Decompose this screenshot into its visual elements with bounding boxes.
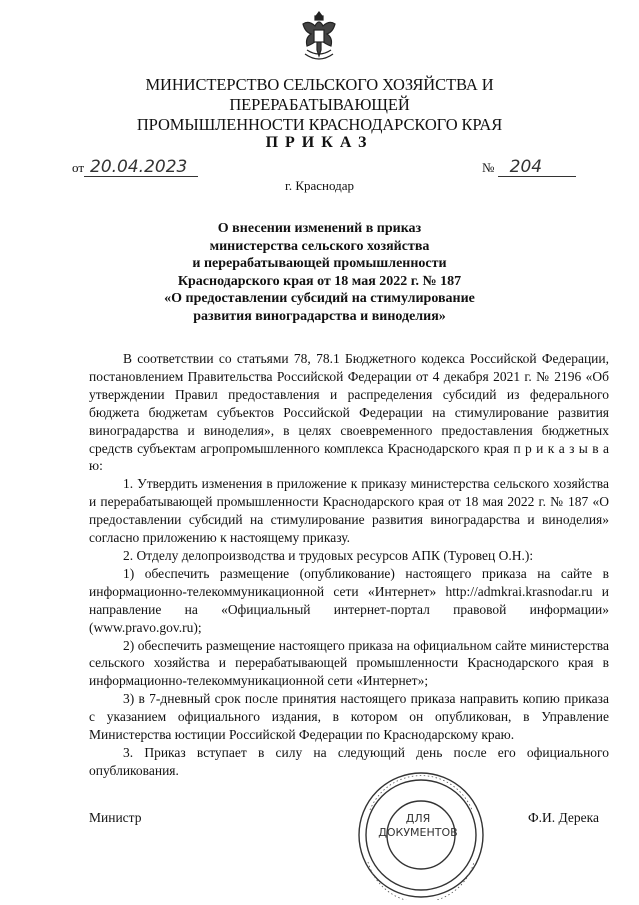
signatory-position: Министр xyxy=(89,810,142,825)
handwritten-number: 204 xyxy=(498,158,576,177)
subitem-3-paragraph: 3) в 7-дневный срок после принятия настоящего приказа направить копию приказа с указанием официального издания, в котором он опубликован, в Управление Министерства юстиции Российской Федерации по Краснодарскому краю. xyxy=(89,691,609,743)
heading-line: развития виноградарства и виноделия» xyxy=(193,308,446,324)
city-name: г. Краснодар xyxy=(284,178,355,193)
signatory-name: Ф.И. Дерека xyxy=(528,810,599,825)
preamble-paragraph: В соответствии со статьями 78, 78.1 Бюджетного кодекса Российской Федерации, постановлением Правительства Российской Федерации от 4 декабря 2021 г. № 2196 «Об утверждении Правил предоставления и распределения субсидий из федерального бюджета бюджетам субъектов Российской Федерации на стимулирование развития виноградарства и виноделия», в целях своевременного предоставления бюджетных средств субъектам агропромышленного комплекса Краснодарского края п р и к а з ы в а ю: xyxy=(89,351,609,474)
order-date xyxy=(72,158,198,177)
date-prefix: от xyxy=(72,160,85,175)
number-prefix: № xyxy=(482,160,495,175)
stamp-text-line2: ДОКУМЕНТОВ xyxy=(378,826,458,839)
subitem-1-paragraph: 1) обеспечить размещение (опубликование) настоящего приказа на сайте в информационно-телекоммуникационной сети «Интернет» http://admkrai.krasnodar.ru и направление на «Официальный интернет-портал правовой информации» (www.pravo.gov.ru); xyxy=(89,565,609,635)
order-heading xyxy=(90,220,549,325)
stamp-text-line1: ДЛЯ xyxy=(405,812,431,825)
document-type-title: ПРИКАЗ xyxy=(265,134,374,151)
ministry-name-line2: ПРОМЫШЛЕННОСТИ КРАСНОДАРСКОГО КРАЯ xyxy=(136,115,503,134)
heading-line: и перерабатывающей промышленности xyxy=(192,256,447,271)
ministry-name xyxy=(60,75,579,135)
heading-line: «О предоставлении субсидий на стимулирование xyxy=(164,291,475,306)
item-1-paragraph: 1. Утвердить изменения в приложение к приказу министерства сельского хозяйства и перерабатывающей промышленности Краснодарского края от 18 мая 2022 г. № 187 «О предоставлении субсидий на стимулирование развития виноградарства и виноделия» согласно приложению к настоящему приказу. xyxy=(89,476,609,546)
ministry-name-line1: МИНИСТЕРСТВО СЕЛЬСКОГО ХОЗЯЙСТВА И ПЕРЕРАБАТЫВАЮЩЕЙ xyxy=(145,75,494,114)
subitem-2-paragraph: 2) обеспечить размещение настоящего приказа на официальном сайте министерства сельского хозяйства и перерабатывающей промышленности Краснодарского края в информационно-телекоммуникационной сети «Интернет»; xyxy=(89,637,609,689)
heading-line: О внесении изменений в приказ xyxy=(217,221,422,236)
coat-of-arms-emblem xyxy=(297,10,341,62)
handwritten-date: 20.04.2023 xyxy=(84,158,198,177)
heading-line: Краснодарского края от 18 мая 2022 г. № 187 xyxy=(177,273,462,289)
official-stamp xyxy=(352,770,490,900)
heading-line: министерства сельского хозяйства xyxy=(209,238,430,254)
order-body xyxy=(89,350,609,780)
item-3-paragraph: 3. Приказ вступает в силу на следующий день после его официального опубликования. xyxy=(89,744,609,778)
item-2-paragraph: 2. Отделу делопроизводства и трудовых ресурсов АПК (Туровец О.Н.): xyxy=(123,547,534,563)
order-number xyxy=(482,158,576,177)
